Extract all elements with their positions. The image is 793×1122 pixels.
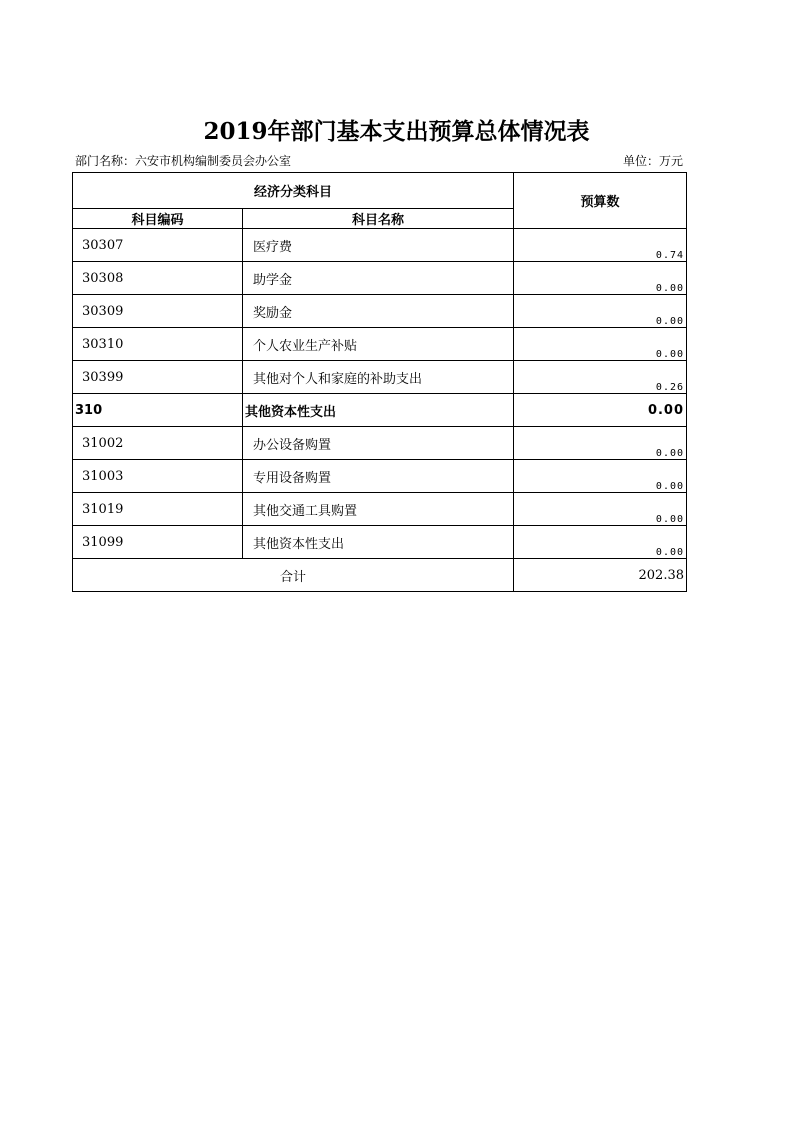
- row-code: 30308: [73, 262, 243, 295]
- total-amount: 202.38: [514, 559, 687, 592]
- row-code: 310: [73, 394, 243, 427]
- row-amount: 0.00: [514, 460, 687, 493]
- table-row: [73, 460, 687, 493]
- total-label: 合计: [73, 559, 514, 592]
- row-amount: 0.00: [514, 427, 687, 460]
- table-row: [73, 295, 687, 328]
- table-row: [73, 328, 687, 361]
- row-code: 31003: [73, 460, 243, 493]
- table-row: [73, 394, 687, 427]
- row-amount: 0.00: [514, 526, 687, 559]
- row-name: 其他资本性支出: [243, 526, 514, 559]
- row-name: 医疗费: [243, 229, 514, 262]
- row-code: 30310: [73, 328, 243, 361]
- header-economic-category: 经济分类科目: [73, 173, 514, 209]
- row-code: 31002: [73, 427, 243, 460]
- row-name: 奖励金: [243, 295, 514, 328]
- row-code: 30307: [73, 229, 243, 262]
- row-amount: 0.26: [514, 361, 687, 394]
- row-name: 个人农业生产补贴: [243, 328, 514, 361]
- page-title: 2019年部门基本支出预算总体情况表: [203, 118, 590, 145]
- row-name: 其他交通工具购置: [243, 493, 514, 526]
- row-amount: 0.00: [514, 262, 687, 295]
- row-amount: 0.00: [514, 328, 687, 361]
- row-amount: 0.00: [514, 394, 687, 427]
- row-name: 专用设备购置: [243, 460, 514, 493]
- row-name: 其他资本性支出: [243, 394, 514, 427]
- unit-label: 单位：万元: [622, 154, 683, 168]
- row-amount: 0.00: [514, 295, 687, 328]
- table-row: [73, 526, 687, 559]
- row-code: 31099: [73, 526, 243, 559]
- row-name: 其他对个人和家庭的补助支出: [243, 361, 514, 394]
- row-code: 30309: [73, 295, 243, 328]
- table-row: [73, 361, 687, 394]
- table-row: [73, 262, 687, 295]
- header-code: 科目编码: [73, 209, 243, 229]
- row-name: 办公设备购置: [243, 427, 514, 460]
- budget-table: [72, 172, 687, 592]
- total-row: [73, 559, 687, 592]
- row-code: 31019: [73, 493, 243, 526]
- row-amount: 0.74: [514, 229, 687, 262]
- row-code: 30399: [73, 361, 243, 394]
- header-name: 科目名称: [243, 209, 514, 229]
- table-row: [73, 427, 687, 460]
- row-amount: 0.00: [514, 493, 687, 526]
- header-budget: 预算数: [514, 173, 687, 229]
- row-name: 助学金: [243, 262, 514, 295]
- table-row: [73, 229, 687, 262]
- table-row: [73, 493, 687, 526]
- department-label: 部门名称：六安市机构编制委员会办公室: [75, 154, 292, 168]
